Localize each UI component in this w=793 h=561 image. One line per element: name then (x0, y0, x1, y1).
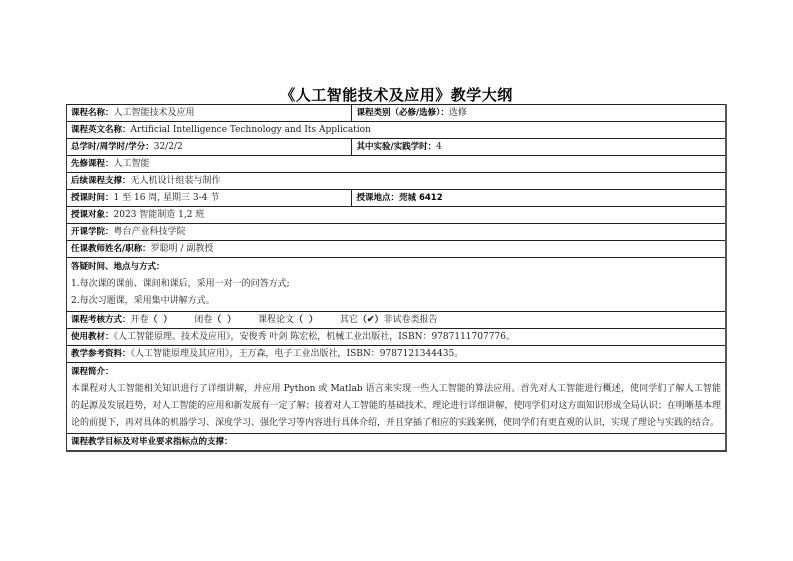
row-hours-credits (67, 139, 727, 156)
paren-open: （ (212, 315, 222, 325)
teaching-time-label: 授课时间： (71, 193, 114, 203)
row-audience (67, 207, 727, 224)
teaching-location-value: 莞城 6412 (399, 193, 443, 203)
course-type-value: 选修 (448, 108, 467, 118)
cell-audience (67, 207, 727, 224)
cell-objectives (67, 434, 727, 452)
cell-course-english-name (67, 122, 727, 139)
row-course-english-name (67, 122, 727, 139)
option-closed-book-name: 闭卷 (194, 315, 213, 325)
cell-teaching-location (352, 190, 726, 207)
assessment-option-closed-book (194, 315, 236, 325)
teacher-label: 任课教师姓名/职称： (71, 244, 151, 254)
row-course-name (67, 105, 727, 122)
cell-course-name (67, 105, 352, 122)
row-intro (67, 363, 727, 434)
lab-hours-value: 4 (436, 142, 442, 152)
teaching-location-label: 授课地点： (356, 193, 399, 203)
course-english-name-value: Artificial Intelligence Technology and Its Application (130, 125, 371, 135)
cell-intro (67, 363, 727, 434)
cell-college (67, 224, 727, 241)
assessment-option-open-book (131, 315, 173, 325)
reference-value: 《人工智能原理及其应用》，王万森，电子工业出版社，ISBN：9787121344435。 (130, 349, 464, 359)
intro-text: 本课程对人工智能相关知识进行了详细讲解，并应用 Python 或 Matlab 语言来实现一些人工智能的算法应用。首先对人工智能进行概述，使同学们了解人工智能的起源及发展趋势，对人工智能的应用和新发展有一定了解；接着对人工智能的基础技术、理论进行详细讲解，使同学们对这方面知识形成全局认识；在明晰基本理论的前提下，再对具体的机器学习、深度学习、强化学习等内容进行具体介绍，并且穿插了相应的实践案例，使同学们有更直观的认识，实现了理论与实践的结合。 (71, 384, 721, 428)
course-english-name-label: 课程英文名称： (71, 125, 131, 135)
paren-open: （ (294, 315, 304, 325)
option-paper-name: 课程论文 (258, 315, 295, 325)
qa-line-1: 1.每次课的课前、课间和课后，采用一对一的问答方式; (71, 279, 290, 289)
course-name-label: 课程名称： (71, 108, 114, 118)
cell-qa (67, 258, 727, 312)
cell-prerequisite (67, 156, 727, 173)
row-qa (67, 258, 727, 312)
assessment-option-paper (258, 315, 318, 325)
paren-open: （ (357, 315, 367, 325)
row-textbook (67, 329, 727, 346)
course-name-value: 人工智能技术及应用 (113, 108, 195, 118)
intro-label: 课程简介： (71, 367, 114, 377)
objectives-label: 课程教学目标及对毕业要求指标点的支撑： (71, 437, 233, 447)
hours-credits-label: 总学时/周学时/学分： (71, 142, 154, 152)
qa-line-2: 2.每次习题课，采用集中讲解方式。 (71, 296, 215, 306)
option-other-name: 其它 (339, 315, 358, 325)
syllabus-table (66, 104, 727, 452)
assessment-label: 课程考核方式： (71, 315, 131, 325)
row-college (67, 224, 727, 241)
cell-lab-hours (352, 139, 726, 156)
cell-hours-credits (67, 139, 352, 156)
prerequisite-value: 人工智能 (113, 159, 150, 169)
cell-follow-up (67, 173, 727, 190)
row-teacher (67, 241, 727, 258)
lab-hours-label: 其中实验/实践学时： (356, 142, 437, 152)
textbook-label: 使用教材： (71, 332, 114, 342)
college-label: 开课学院： (71, 227, 114, 237)
teaching-time-value: 1 至 16 周, 星期三 3-4 节 (113, 193, 220, 203)
assessment-option-other (340, 315, 438, 325)
row-prerequisite (67, 156, 727, 173)
qa-label: 答疑时间、地点与方式： (71, 262, 165, 272)
textbook-value: 《人工智能原理、技术及应用》，安俊秀 叶剑 陈宏松，机械工业出版社，ISBN：9787111707776。 (113, 332, 515, 342)
teacher-value: 罗聪明 / 副教授 (150, 244, 214, 254)
row-teaching-time (67, 190, 727, 207)
row-assessment (67, 312, 727, 329)
checkmark-icon: ✔ (366, 315, 375, 325)
paren-close: ） (163, 315, 173, 325)
document-title: 《人工智能技术及应用》教学大纲 (280, 86, 513, 104)
row-follow-up (67, 173, 727, 190)
paren-close: ） (227, 315, 237, 325)
audience-value: 2023 智能制造 1,2 班 (113, 210, 205, 220)
course-type-label: 课程类别（必修/选修）： (356, 108, 449, 118)
paren-open: （ (148, 315, 158, 325)
audience-label: 授课对象： (71, 210, 114, 220)
cell-teaching-time (67, 190, 352, 207)
cell-course-type (352, 105, 726, 122)
prerequisite-label: 先修课程： (71, 159, 114, 169)
option-open-book-name: 开卷 (130, 315, 149, 325)
cell-assessment (67, 312, 727, 329)
cell-reference (67, 346, 727, 363)
paren-close: ） (308, 315, 318, 325)
follow-up-label: 后续课程支撑： (71, 176, 131, 186)
follow-up-value: 无人机设计组装与制作 (130, 176, 221, 186)
paren-close: ） (374, 315, 384, 325)
hours-credits-value: 32/2/2 (153, 142, 183, 152)
other-detail: 非试卷类报告 (383, 315, 438, 325)
cell-teacher (67, 241, 727, 258)
cell-textbook (67, 329, 727, 346)
row-objectives (67, 434, 727, 452)
college-value: 粤台产业科技学院 (113, 227, 186, 237)
row-reference (67, 346, 727, 363)
reference-label: 教学参考资料： (71, 349, 131, 359)
